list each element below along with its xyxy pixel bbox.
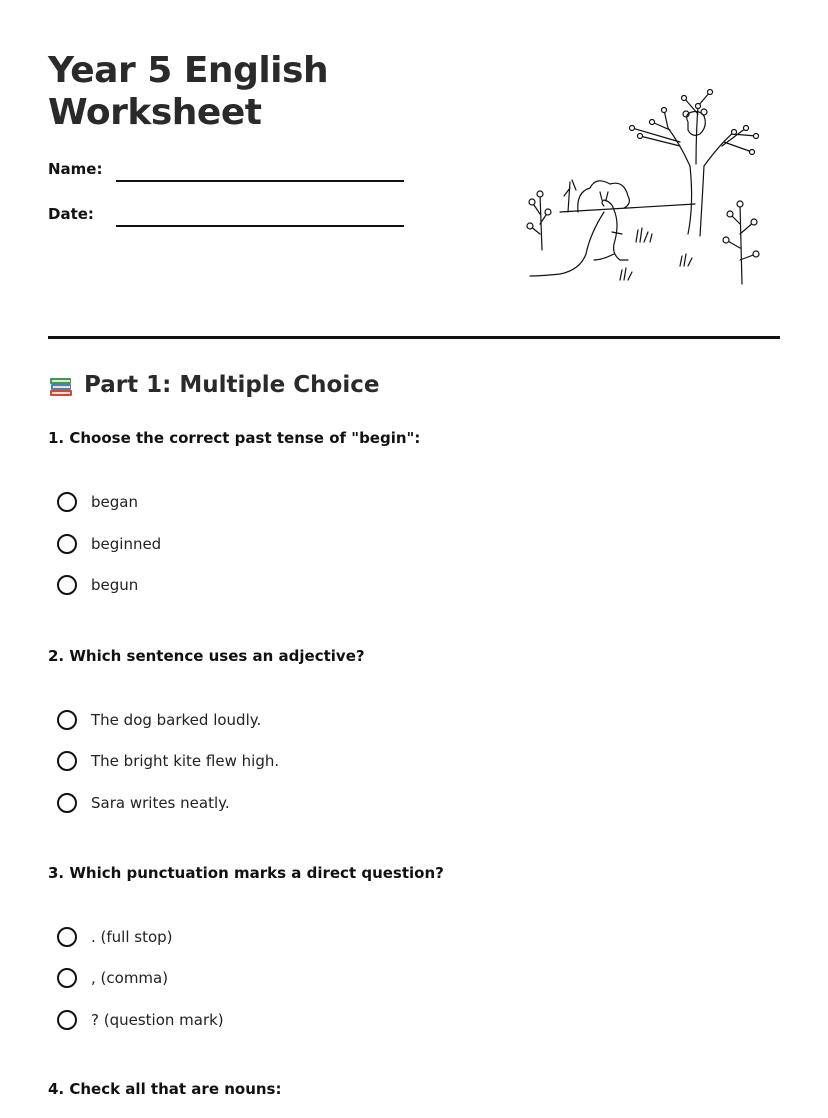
q1-option-3[interactable] — [57, 575, 138, 595]
option-label: begun — [91, 576, 139, 594]
option-label: beginned — [91, 535, 162, 553]
option-label: ? (question mark) — [91, 1011, 224, 1029]
radio-circle-icon[interactable] — [57, 793, 77, 813]
name-label: Name: — [48, 160, 103, 178]
radio-circle-icon[interactable] — [57, 492, 77, 512]
q2-option-2[interactable] — [57, 751, 279, 771]
title-line-2: Worksheet — [48, 92, 262, 133]
radio-circle-icon[interactable] — [57, 968, 77, 988]
q3-option-3[interactable] — [57, 1010, 224, 1030]
option-label: began — [91, 493, 138, 511]
radio-circle-icon[interactable] — [57, 575, 77, 595]
part-1-heading — [48, 372, 379, 398]
date-input-line[interactable] — [116, 225, 404, 227]
part-1-heading-text: Part 1: Multiple Choice — [84, 372, 380, 398]
worksheet-title — [48, 50, 328, 134]
radio-circle-icon[interactable] — [57, 751, 77, 771]
date-label: Date: — [48, 205, 94, 223]
radio-circle-icon[interactable] — [57, 927, 77, 947]
q1-option-1[interactable] — [57, 492, 138, 512]
option-label: The dog barked loudly. — [91, 711, 262, 729]
q3-option-1[interactable] — [57, 927, 173, 947]
section-divider — [48, 336, 780, 339]
option-label: The bright kite flew high. — [91, 752, 280, 770]
question-4: 4. Check all that are nouns: — [48, 1080, 282, 1098]
option-label: . (full stop) — [91, 928, 173, 946]
q1-option-2[interactable] — [57, 534, 161, 554]
bush-landscape-illustration — [520, 84, 772, 294]
option-label: , (comma) — [91, 969, 169, 987]
question-3: 3. Which punctuation marks a direct question? — [48, 864, 444, 882]
q2-option-1[interactable] — [57, 710, 261, 730]
title-line-1: Year 5 English — [48, 50, 329, 91]
name-input-line[interactable] — [116, 180, 404, 182]
q3-option-2[interactable] — [57, 968, 168, 988]
q2-option-3[interactable] — [57, 793, 230, 813]
radio-circle-icon[interactable] — [57, 534, 77, 554]
radio-circle-icon[interactable] — [57, 1010, 77, 1030]
question-2: 2. Which sentence uses an adjective? — [48, 647, 365, 665]
radio-circle-icon[interactable] — [57, 710, 77, 730]
option-label: Sara writes neatly. — [91, 794, 230, 812]
question-1: 1. Choose the correct past tense of "begin": — [48, 429, 421, 447]
books-icon — [48, 372, 74, 398]
